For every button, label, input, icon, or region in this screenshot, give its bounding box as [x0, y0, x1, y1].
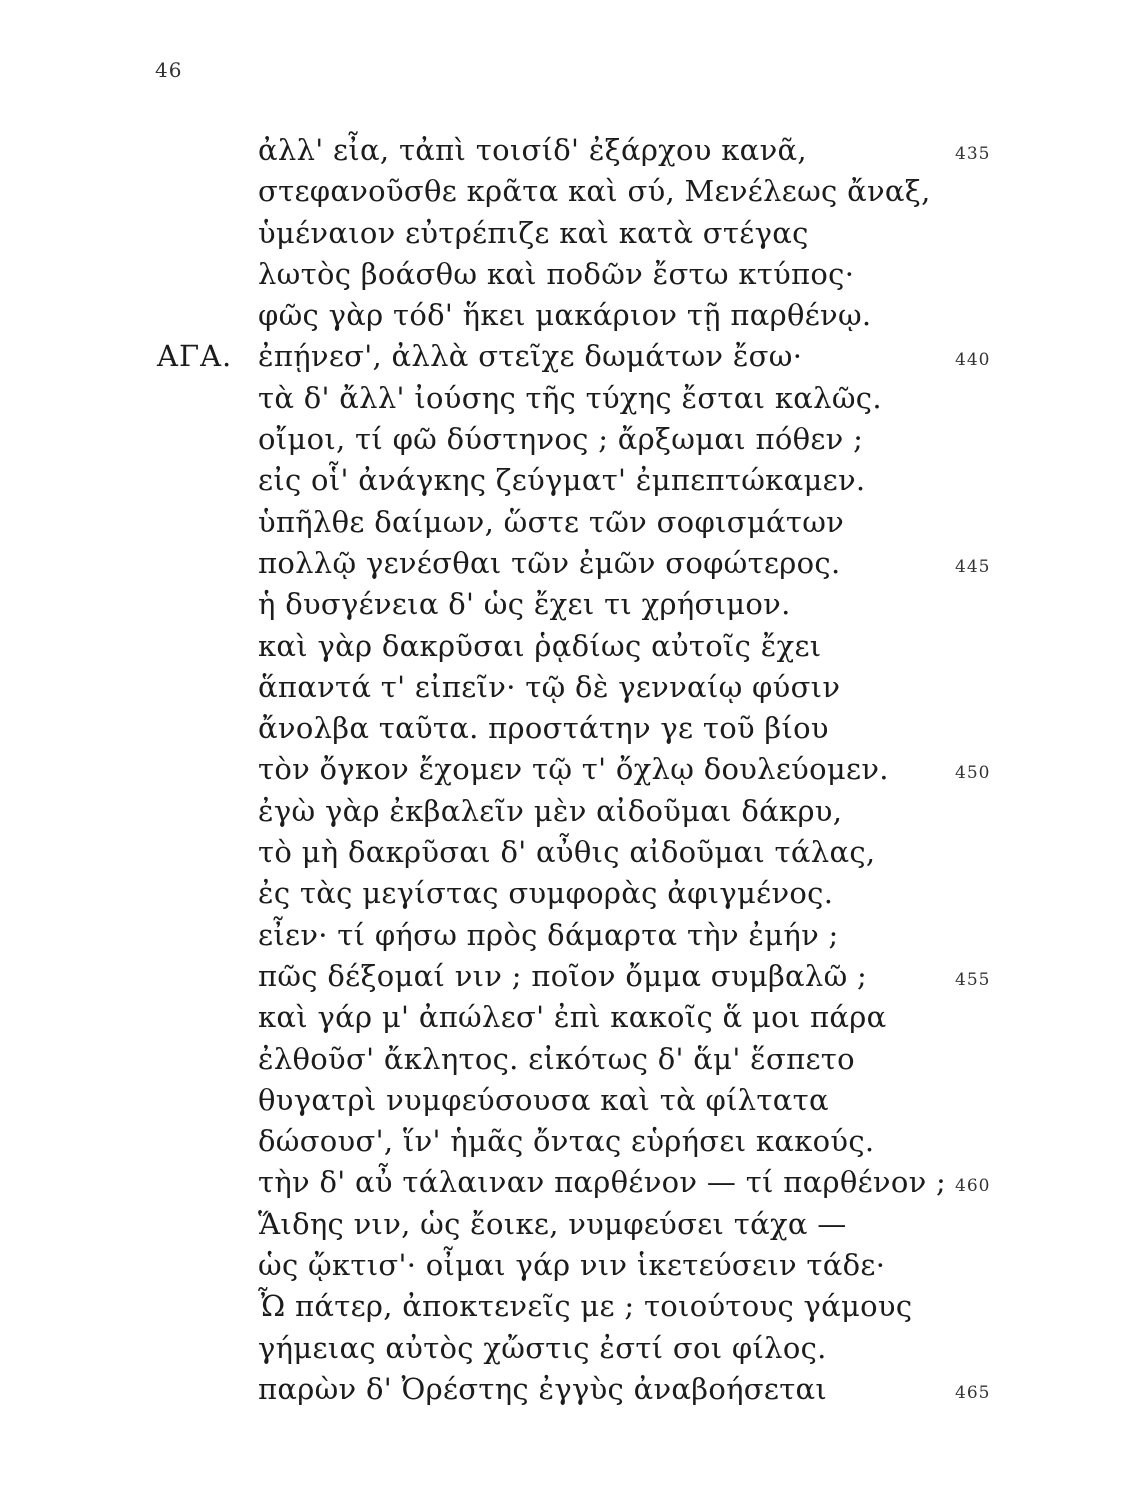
verse-text: πολλῷ γενέσθαι τῶν ἐμῶν σοφώτερος.	[258, 545, 841, 580]
verse-line	[0, 295, 1144, 336]
verse-line	[0, 171, 1144, 212]
verse-text: τὴν δ' αὖ τάλαιναν παρθένον — τί παρθένον ;	[258, 1165, 947, 1200]
verse-line	[0, 1369, 1144, 1410]
verse-line	[0, 956, 1144, 997]
verse-block	[0, 130, 1144, 1410]
line-number: 460	[955, 1176, 991, 1197]
verse-text: πῶς δέξομαί νιν ; ποῖον ὄμμα συμβαλῶ ;	[258, 958, 868, 993]
line-number: 455	[955, 969, 991, 990]
verse-line	[0, 749, 1144, 790]
verse-text: τὸν ὄγκον ἔχομεν τῷ τ' ὄχλῳ δουλεύομεν.	[258, 752, 889, 787]
verse-text: τὸ μὴ δακρῦσαι δ' αὖθις αἰδοῦμαι τάλας,	[258, 835, 876, 870]
verse-text: στεφανοῦσθε κρᾶτα καὶ σύ, Μενέλεως ἄναξ,	[258, 174, 931, 209]
verse-text: γήμειας αὐτὸς χὤστις ἐστί σοι φίλος.	[258, 1330, 827, 1365]
verse-line	[0, 915, 1144, 956]
verse-text: λωτὸς βοάσθω καὶ ποδῶν ἔστω κτύπος·	[258, 256, 855, 291]
verse-line	[0, 1245, 1144, 1286]
verse-line	[0, 419, 1144, 460]
verse-text: ὑπῆλθε δαίμων, ὥστε τῶν σοφισμάτων	[258, 504, 845, 539]
verse-line	[0, 1204, 1144, 1245]
line-number: 450	[955, 763, 991, 784]
verse-text: ἄνολβα ταῦτα. προστάτην γε τοῦ βίου	[258, 711, 829, 746]
verse-line	[0, 254, 1144, 295]
line-number: 465	[955, 1382, 991, 1403]
verse-text: Ὦ πάτερ, ἀποκτενεῖς με ; τοιούτους γάμους	[258, 1289, 913, 1324]
verse-line	[0, 378, 1144, 419]
verse-line	[0, 708, 1144, 749]
page-number: 46	[155, 58, 183, 82]
verse-line	[0, 791, 1144, 832]
verse-line	[0, 626, 1144, 667]
verse-text: ἐγὼ γὰρ ἐκβαλεῖν μὲν αἰδοῦμαι δάκρυ,	[258, 793, 843, 828]
verse-text: καὶ γάρ μ' ἀπώλεσ' ἐπὶ κακοῖς ἅ μοι πάρα	[258, 1000, 887, 1035]
verse-text: Ἅιδης νιν, ὡς ἔοικε, νυμφεύσει τάχα —	[258, 1206, 847, 1241]
verse-text: ὑμέναιον εὐτρέπιζε καὶ κατὰ στέγας	[258, 215, 809, 250]
verse-text: παρὼν δ' Ὀρέστης ἐγγὺς ἀναβοήσεται	[258, 1371, 828, 1406]
speaker-label: ΑΓΑ.	[157, 339, 233, 374]
verse-text: ἐλθοῦσ' ἄκλητος. εἰκότως δ' ἅμ' ἕσπετο	[258, 1041, 855, 1076]
verse-line	[0, 832, 1144, 873]
line-number: 435	[955, 144, 991, 164]
verse-text: θυγατρὶ νυμφεύσουσα καὶ τὰ φίλτατα	[258, 1082, 829, 1117]
verse-line	[0, 1286, 1144, 1327]
verse-text: ἐς τὰς μεγίστας συμφορὰς ἀφιγμένος.	[258, 876, 834, 911]
verse-text: εἰς οἷ' ἀνάγκης ζεύγματ' ἐμπεπτώκαμεν.	[258, 463, 866, 498]
verse-line	[0, 336, 1144, 377]
verse-line	[0, 130, 1144, 171]
line-number: 440	[955, 350, 991, 371]
verse-line	[0, 1162, 1144, 1203]
verse-line	[0, 667, 1144, 708]
verse-text: δώσουσ', ἵν' ἡμᾶς ὄντας εὑρήσει κακούς.	[258, 1124, 875, 1159]
verse-text: ἅπαντά τ' εἰπεῖν· τῷ δὲ γενναίῳ φύσιν	[258, 669, 841, 704]
verse-line	[0, 1039, 1144, 1080]
verse-text: τὰ δ' ἄλλ' ἰούσης τῆς τύχης ἔσται καλῶς.	[258, 380, 882, 415]
verse-line	[0, 584, 1144, 625]
verse-text: φῶς γὰρ τόδ' ἥκει μακάριον τῇ παρθένῳ.	[258, 298, 872, 333]
verse-line	[0, 1328, 1144, 1369]
verse-line	[0, 213, 1144, 254]
verse-text: εἶεν· τί φήσω πρὸς δάμαρτα τὴν ἐμήν ;	[258, 917, 839, 952]
verse-text: καὶ γὰρ δακρῦσαι ῥᾳδίως αὐτοῖς ἔχει	[258, 628, 822, 663]
verse-line	[0, 1121, 1144, 1162]
verse-text: ἀλλ' εἶα, τἀπὶ τοισίδ' ἐξάρχου κανᾶ,	[258, 133, 807, 167]
verse-text: ἐπῄνεσ', ἀλλὰ στεῖχε δωμάτων ἔσω·	[258, 339, 803, 374]
verse-line	[0, 1080, 1144, 1121]
verse-text: ὡς ᾤκτισ'· οἶμαι γάρ νιν ἱκετεύσειν τάδε·	[258, 1248, 886, 1283]
verse-text: ἡ δυσγένεια δ' ὡς ἔχει τι χρήσιμον.	[258, 587, 791, 622]
verse-line	[0, 873, 1144, 914]
verse-line	[0, 460, 1144, 501]
verse-line	[0, 543, 1144, 584]
line-number: 445	[955, 556, 991, 577]
verse-line	[0, 997, 1144, 1038]
verse-line	[0, 502, 1144, 543]
verse-text: οἴμοι, τί φῶ δύστηνος ; ἄρξωμαι πόθεν ;	[258, 422, 864, 457]
